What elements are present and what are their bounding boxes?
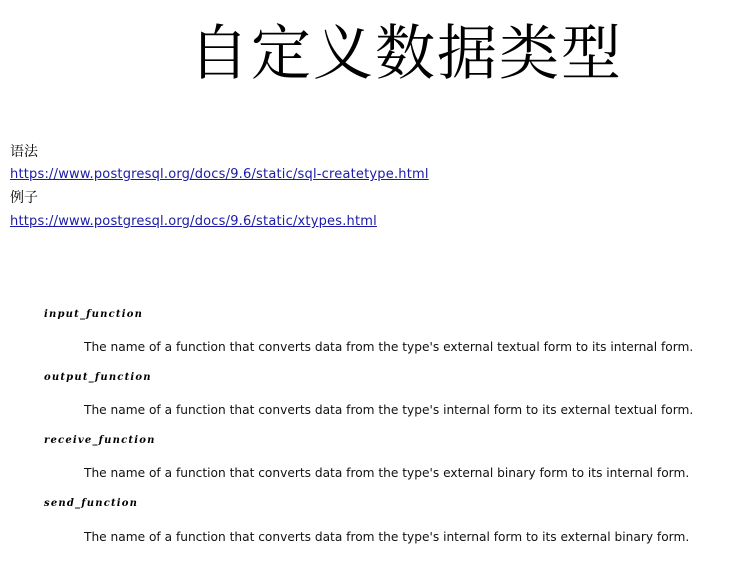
example-link[interactable]: https://www.postgresql.org/docs/9.6/static/xtypes.html xyxy=(10,214,377,229)
definition-description: The name of a function that converts data from the type's external binary form to its internal form. xyxy=(84,466,690,480)
definition-term-receive-function: receive_function xyxy=(44,435,156,446)
definition-description: The name of a function that converts data from the type's internal form to its external binary form. xyxy=(84,530,690,544)
definition-term-output-function: output_function xyxy=(44,372,152,383)
example-label: 例子 xyxy=(10,190,38,206)
syntax-label: 语法 xyxy=(10,144,38,160)
definition-term-input-function: input_function xyxy=(44,309,144,320)
syntax-link[interactable]: https://www.postgresql.org/docs/9.6/static/sql-createtype.html xyxy=(10,167,429,182)
definition-description: The name of a function that converts data from the type's internal form to its external textual form. xyxy=(84,403,694,417)
page-title: 自定义数据类型 xyxy=(189,19,623,89)
definition-description: The name of a function that converts data from the type's external textual form to its internal form. xyxy=(84,340,694,354)
definition-term-send-function: send_function xyxy=(44,498,139,509)
